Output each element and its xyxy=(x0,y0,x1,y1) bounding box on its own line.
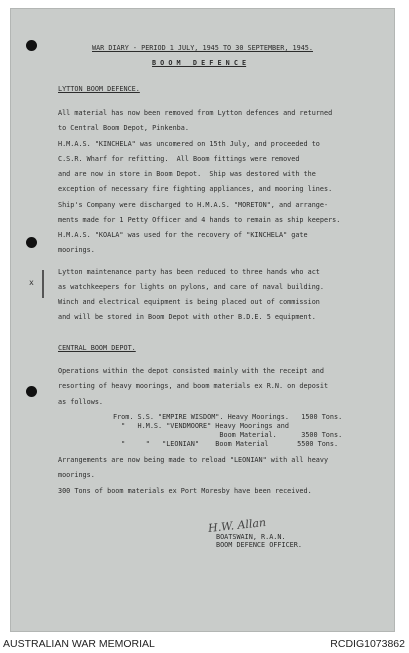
footer-institution: AUSTRALIAN WAR MEMORIAL xyxy=(3,638,155,650)
punch-hole xyxy=(26,40,37,51)
body-line: H.M.A.S. "KINCHELA" was uncomered on 15th July, and proceeded to xyxy=(58,140,320,148)
body-line: 300 Tons of boom materials ex Port Moresby have been received. xyxy=(58,487,312,495)
signoff-rank: BOATSWAIN, R.A.N. xyxy=(216,533,286,541)
body-line: Lytton maintenance party has been reduced to three hands who act xyxy=(58,268,320,276)
document-title: WAR DIARY - PERIOD 1 JULY, 1945 TO 30 SEPTEMBER, 1945. xyxy=(92,44,313,52)
handwritten-signature: H.W. Allan xyxy=(207,515,267,536)
body-line: Ship's Company were discharged to H.M.A.S. "MORETON", and arrange- xyxy=(58,201,329,209)
body-line: resorting of heavy moorings, and boom materials ex R.N. on deposit xyxy=(58,382,329,390)
body-line: Operations within the depot consisted mainly with the receipt and xyxy=(58,367,324,375)
deposit-item-line: From. S.S. "EMPIRE WISDOM". Heavy Moorings. 1500 Tons. xyxy=(113,413,343,421)
document-subtitle: B O O M D E F E N C E xyxy=(152,59,247,67)
punch-hole xyxy=(26,237,37,248)
body-line: as follows. xyxy=(58,398,104,406)
section-heading-lytton: LYTTON BOOM DEFENCE. xyxy=(58,85,140,93)
body-line: and are now in store in Boom Depot. Ship was destored with the xyxy=(58,170,316,178)
footer-record-id: RCDIG1073862 xyxy=(330,638,405,650)
body-line: ments made for 1 Petty Officer and 4 hands to remain as ship keepers. xyxy=(58,216,341,224)
section-heading-central: CENTRAL BOOM DEPOT. xyxy=(58,344,136,352)
punch-hole xyxy=(26,386,37,397)
body-line: as watchkeepers for lights on pylons, and care of naval building. xyxy=(58,283,324,291)
body-line: and will be stored in Boom Depot with other B.D.E. 5 equipment. xyxy=(58,313,316,321)
body-line: moorings. xyxy=(58,246,95,254)
margin-x-mark: x xyxy=(29,278,34,287)
body-line: All material has now been removed from Lytton defences and returned xyxy=(58,109,333,117)
body-line: moorings. xyxy=(58,471,95,479)
body-line: H.M.A.S. "KOALA" was used for the recovery of "KINCHELA" gate xyxy=(58,231,308,239)
body-line: C.S.R. Wharf for refitting. All Boom fittings were removed xyxy=(58,155,300,163)
body-line: exception of necessary fire fighting appliances, and mooring lines. xyxy=(58,185,333,193)
deposit-item-line: " H.M.S. "VENDMOORE" Heavy Moorings and xyxy=(113,422,289,430)
deposit-item-line: Boom Material. 3500 Tons. xyxy=(113,431,343,439)
signoff-title: BOOM DEFENCE OFFICER. xyxy=(216,541,302,549)
body-line: Winch and electrical equipment is being placed out of commission xyxy=(58,298,320,306)
body-line: to Central Boom Depot, Pinkenba. xyxy=(58,124,189,132)
body-line: Arrangements are now being made to reload "LEONIAN" with all heavy xyxy=(58,456,329,464)
archive-footer xyxy=(0,632,409,653)
margin-bracket xyxy=(42,270,44,298)
deposit-item-line: " " "LEONIAN" Boom Material 5500 Tons. xyxy=(113,440,339,448)
